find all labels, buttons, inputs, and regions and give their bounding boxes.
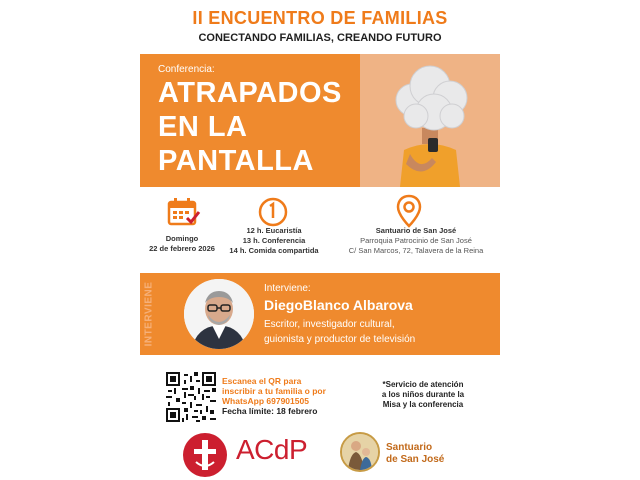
speaker-label: Interviene: bbox=[264, 283, 311, 294]
childcare-line: Misa y la conferencia bbox=[382, 400, 464, 409]
venue-block bbox=[336, 226, 496, 256]
santuario-line: Santuario bbox=[386, 442, 433, 453]
speaker-vertical-label bbox=[142, 273, 156, 355]
venue-line: C/ San Marcos, 72, Talavera de la Reina bbox=[348, 246, 484, 255]
event-poster bbox=[140, 0, 500, 480]
santuario-wordmark bbox=[386, 442, 444, 466]
hero-photo bbox=[360, 54, 500, 187]
qr-code-graphic bbox=[166, 372, 216, 422]
conference-title-line: PANTALLA bbox=[158, 145, 314, 177]
conference-title-line: ATRAPADOS bbox=[158, 77, 342, 109]
childcare-line: a los niños durante la bbox=[381, 390, 465, 399]
qr-line: WhatsApp 697901505 bbox=[222, 396, 309, 406]
qr-code[interactable] bbox=[166, 372, 216, 422]
registration-instructions bbox=[222, 376, 326, 416]
clock-icon bbox=[257, 196, 289, 228]
venue-line: Parroquia Patrocinio de San José bbox=[360, 236, 472, 245]
childcare-note bbox=[368, 380, 478, 410]
acdp-cross-logo bbox=[182, 432, 228, 478]
event-details bbox=[140, 190, 500, 268]
speaker-description bbox=[264, 317, 415, 347]
qr-line: inscribir a tu familia o por bbox=[222, 386, 326, 396]
speaker-photo bbox=[184, 279, 254, 349]
date-block bbox=[142, 234, 222, 254]
acdp-wordmark: ACdP bbox=[236, 434, 308, 465]
speaker-avatar bbox=[184, 279, 254, 349]
calendar-icon bbox=[167, 196, 201, 228]
venue-name: Santuario de San José bbox=[375, 226, 457, 235]
qr-line: Escanea el QR para bbox=[222, 376, 302, 386]
hero-banner bbox=[140, 54, 500, 187]
schedule-line: 13 h. Conferencia bbox=[242, 236, 306, 245]
schedule-block bbox=[224, 226, 324, 256]
person-with-cloud-illustration bbox=[360, 54, 500, 187]
date-line: 22 de febrero 2026 bbox=[149, 244, 215, 253]
vertical-label-text: INTERVIENE bbox=[143, 281, 155, 347]
conference-title bbox=[158, 76, 342, 178]
event-title: II ENCUENTRO DE FAMILIAS bbox=[192, 8, 448, 28]
speaker-desc-line: Escritor, investigador cultural, bbox=[264, 319, 395, 330]
speaker-banner bbox=[140, 273, 500, 355]
schedule-line: 14 h. Comida compartida bbox=[229, 246, 319, 255]
santuario-line: de San José bbox=[386, 454, 445, 465]
santuario-seal bbox=[340, 432, 380, 472]
schedule-line: 12 h. Eucaristía bbox=[246, 226, 302, 235]
date-line: Domingo bbox=[165, 234, 199, 243]
conference-title-line: EN LA bbox=[158, 111, 248, 143]
speaker-name: DiegoBlanco Albarova bbox=[264, 297, 413, 313]
speaker-desc-line: guionista y productor de televisión bbox=[264, 334, 416, 345]
santuario-seal-graphic bbox=[342, 434, 378, 470]
registration-deadline: Fecha límite: 18 febrero bbox=[222, 406, 318, 416]
location-pin-icon bbox=[396, 194, 422, 228]
event-subtitle: CONECTANDO FAMILIAS, CREANDO FUTURO bbox=[198, 32, 442, 44]
childcare-line: *Servicio de atención bbox=[382, 380, 464, 389]
conference-label: Conferencia: bbox=[158, 64, 215, 75]
